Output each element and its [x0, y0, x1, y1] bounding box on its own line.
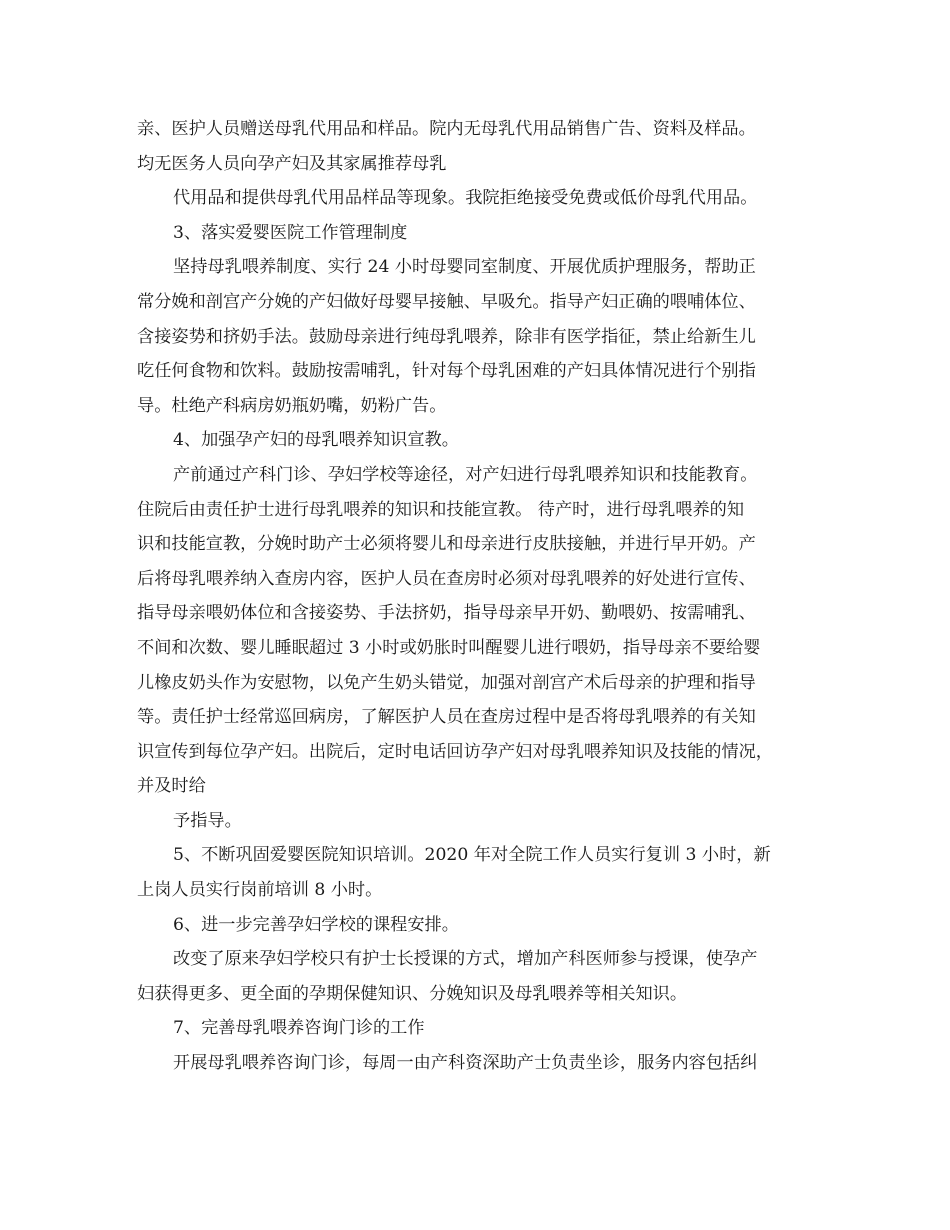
- paragraph-line: 7、完善母乳喂养咨询门诊的工作: [173, 1018, 425, 1039]
- paragraph-line: 亲、医护人员赠送母乳代用品和样品。院内无母乳代用品销售广告、资料及样品。: [137, 119, 756, 139]
- paragraph-line: 不间和次数、婴儿睡眠超过 3 小时或奶胀时叫醒婴儿进行喂奶，指导母亲不要给婴: [137, 637, 761, 658]
- paragraph-line: 后将母乳喂养纳入查房内容，医护人员在查房时必须对母乳喂养的好处进行宣传、: [137, 568, 756, 589]
- paragraph-line: 开展母乳喂养咨询门诊，每周一由产科资深助产士负责坐诊，服务内容包括纠: [173, 1053, 758, 1074]
- paragraph-line: 并及时给: [137, 776, 206, 797]
- paragraph-line: 代用品和提供母乳代用品样品等现象。我院拒绝接受免费或低价母乳代用品。: [173, 188, 758, 209]
- paragraph-line: 妇获得更多、更全面的孕期保健知识、分娩知识及母乳喂养等相关知识。: [137, 983, 688, 1004]
- paragraph-line: 改变了原来孕妇学校只有护士长授课的方式，增加产科医师参与授课，使孕产: [173, 949, 758, 970]
- paragraph-line: 上岗人员实行岗前培训 8 小时。: [137, 880, 383, 901]
- paragraph-line: 4、加强孕产妇的母乳喂养知识宣教。: [173, 430, 459, 451]
- paragraph-line: 坚持母乳喂养制度、实行 24 小时母婴同室制度、开展优质护理服务，帮助正: [173, 257, 756, 278]
- paragraph-line: 3、落实爱婴医院工作管理制度: [173, 222, 408, 243]
- paragraph-line: 识宣传到每位孕产妇。出院后，定时电话回访孕产妇对母乳喂养知识及技能的情况，: [137, 741, 773, 762]
- paragraph-line: 均无医务人员向孕产妇及其家属推荐母乳: [137, 153, 447, 174]
- paragraph-line: 含接姿势和挤奶手法。鼓励母亲进行纯母乳喂养，除非有医学指征，禁止给新生儿: [137, 326, 756, 347]
- paragraph-line: 5、不断巩固爱婴医院知识培训。2020 年对全院工作人员实行复训 3 小时，新: [173, 845, 771, 866]
- paragraph-line: 指导母亲喂奶体位和含接姿势、手法挤奶，指导母亲早开奶、勤喂奶、按需哺乳、: [137, 603, 756, 624]
- paragraph-line: 常分娩和剖宫产分娩的产妇做好母婴早接触、早吸允。指导产妇正确的喂哺体位、: [137, 291, 756, 312]
- paragraph-line: 6、进一步完善孕妇学校的课程安排。: [173, 914, 459, 935]
- paragraph-line: 儿橡皮奶头作为安慰物，以免产生奶头错觉，加强对剖宫产术后母亲的护理和指导: [137, 672, 756, 693]
- document-body: [137, 112, 827, 1081]
- paragraph-line: 住院后由责任护士进行母乳喂养的知识和技能宣教。 待产时，进行母乳喂养的知: [137, 499, 745, 520]
- paragraph-line: 等。责任护士经常巡回病房，了解医护人员在查房过程中是否将母乳喂养的有关知: [137, 707, 756, 728]
- paragraph-line: 吃任何食物和饮料。鼓励按需哺乳，针对每个母乳困难的产妇具体情况进行个别指: [137, 361, 756, 382]
- paragraph-line: 予指导。: [173, 810, 242, 831]
- paragraph-line: 导。杜绝产科病房奶瓶奶嘴，奶粉广告。: [137, 395, 447, 416]
- paragraph-line: 识和技能宣教，分娩时助产士必须将婴儿和母亲进行皮肤接触，并进行早开奶。产: [137, 534, 756, 555]
- paragraph-line: 产前通过产科门诊、孕妇学校等途径，对产妇进行母乳喂养知识和技能教育。: [173, 464, 758, 485]
